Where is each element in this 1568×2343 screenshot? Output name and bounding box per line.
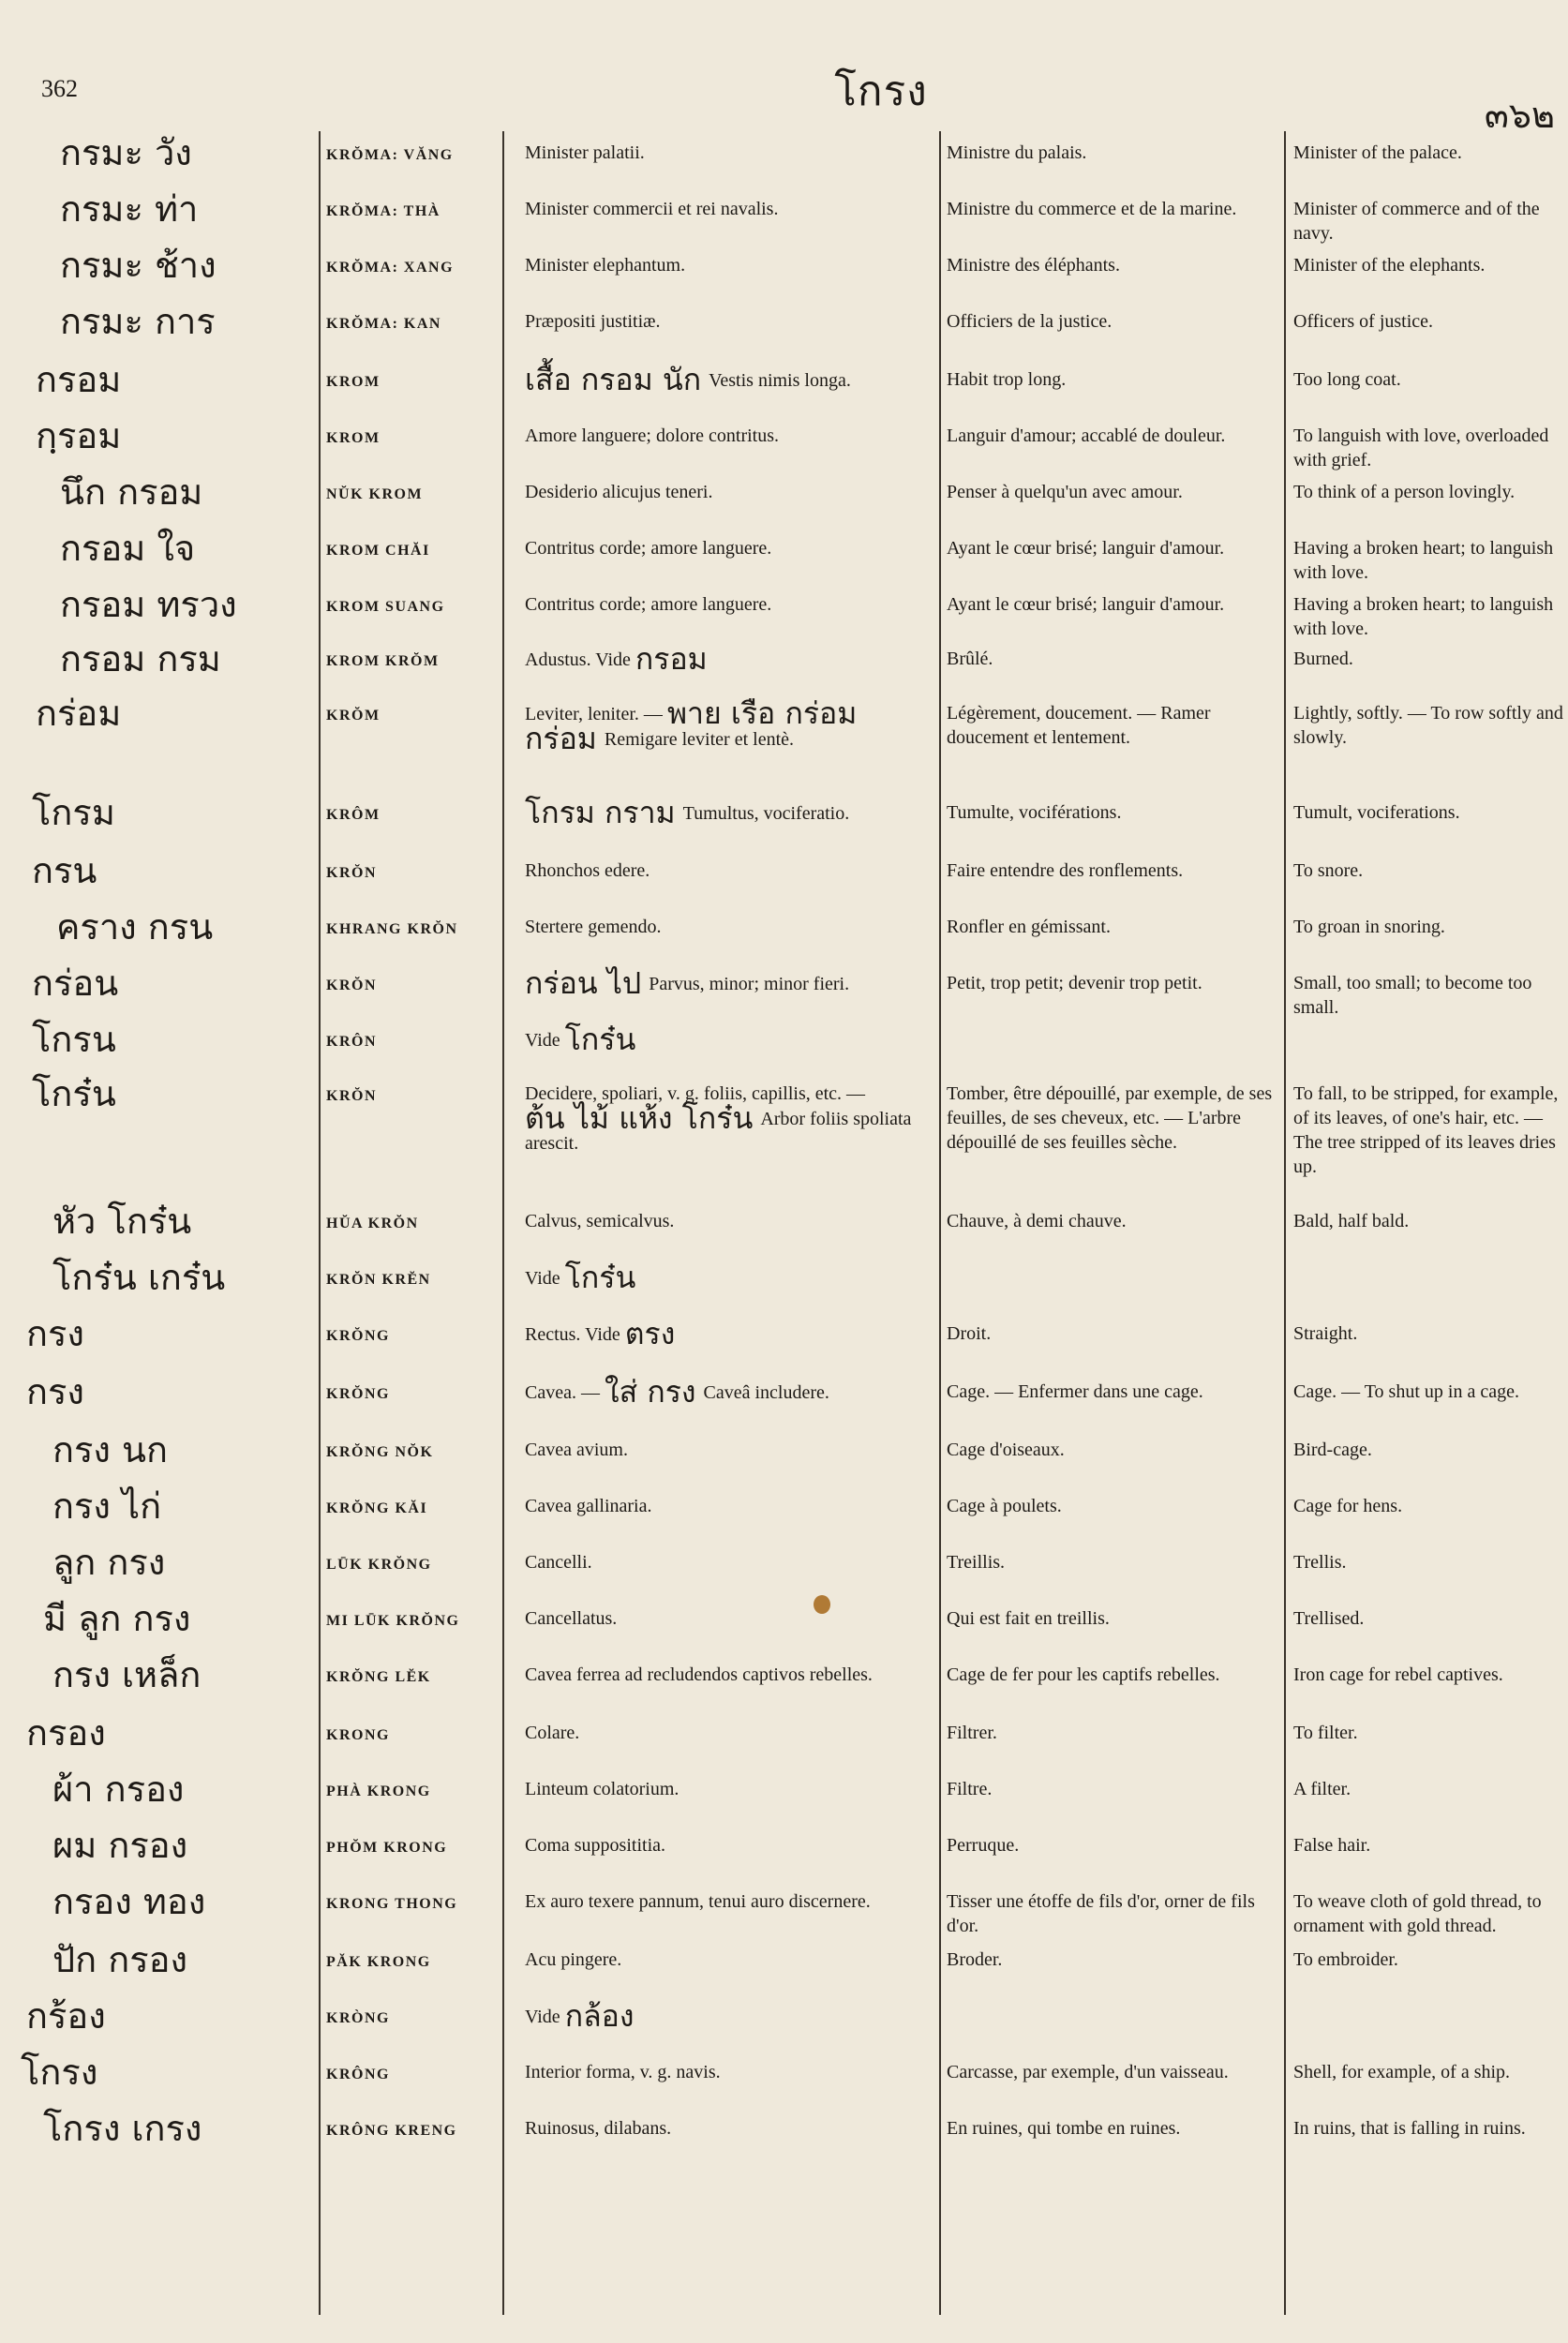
romanization: KRÔNG KRENG <box>326 2123 457 2139</box>
thai-headword: กฺรอม <box>36 415 122 456</box>
latin-definition <box>525 1721 937 1745</box>
latin-definition <box>525 309 937 334</box>
latin-definition <box>525 1663 937 1687</box>
thai-headword: ผ้า กรอง <box>52 1768 185 1810</box>
latin-text: Cavea avium. <box>525 1440 628 1460</box>
french-definition: Broder. <box>947 1949 1003 1970</box>
thai-headword: กรง นก <box>52 1429 169 1470</box>
thai-headword: กรอง ทอง <box>52 1881 206 1922</box>
latin-text: Ruinosus, dilabans. <box>525 2118 672 2139</box>
english-definition: Having a broken heart; to languish with love. <box>1293 538 1554 583</box>
english-definition: To snore. <box>1293 860 1364 881</box>
english-definition: Lightly, softly. — To row softly and slowly. <box>1293 703 1563 748</box>
latin-text: Interior forma, v. g. navis. <box>525 2062 721 2082</box>
french-definition: Filtrer. <box>947 1723 997 1743</box>
french-definition: Cage. — Enfermer dans une cage. <box>947 1381 1203 1402</box>
english-definition: A filter. <box>1293 1779 1351 1799</box>
latin-text: Colare. <box>525 1723 580 1743</box>
french-definition: Officiers de la justice. <box>947 311 1113 332</box>
latin-text: Leviter, leniter. — <box>525 704 663 724</box>
latin-text-second: Remigare leviter et lentè. <box>604 729 795 750</box>
romanization: KRŎN <box>326 865 377 881</box>
english-definition: Cage for hens. <box>1293 1496 1403 1516</box>
latin-text: Adustus. Vide <box>525 649 631 670</box>
english-definition: Trellis. <box>1293 1552 1347 1573</box>
romanization: PHÀ KRONG <box>326 1783 431 1799</box>
french-definition: Treillis. <box>947 1552 1006 1573</box>
thai-headword: โกรม <box>32 792 115 833</box>
french-definition: Ayant le cœur brisé; languir d'amour. <box>947 538 1225 559</box>
thai-headword: ปัก กรอง <box>52 1939 188 1980</box>
romanization: NŬK KROM <box>326 486 424 502</box>
thai-headword: กรอม ทรวง <box>60 584 237 625</box>
french-definition: Brûlé. <box>947 649 993 669</box>
latin-text: Cavea gallinaria. <box>525 1496 652 1516</box>
latin-text: Minister commercii et rei navalis. <box>525 199 779 219</box>
latin-definition <box>525 1022 937 1057</box>
english-definition: Iron cage for rebel captives. <box>1293 1664 1503 1685</box>
thai-headword: กรมะ ท่า <box>60 188 199 230</box>
latin-text: Vestis nimis longa. <box>709 370 851 391</box>
french-definition: Tisser une étoffe de fils d'or, orner de fils d'or. <box>947 1891 1255 1936</box>
latin-definition <box>525 424 937 448</box>
romanization: KROM <box>326 374 381 390</box>
latin-definition <box>525 1948 937 1972</box>
latin-text: Ex auro texere pannum, tenui auro discernere. <box>525 1891 871 1912</box>
french-definition: Ayant le cœur brisé; languir d'amour. <box>947 594 1225 615</box>
french-definition: Cage à poulets. <box>947 1496 1062 1516</box>
thai-headword: โกร๋น เกร๋น <box>52 1257 226 1298</box>
french-definition: Cage de fer pour les captifs rebelles. <box>947 1664 1220 1685</box>
column-rule <box>319 131 321 2315</box>
thai-headword: กรง ไก่ <box>52 1485 162 1527</box>
latin-text: Coma supposititia. <box>525 1835 665 1856</box>
english-definition: Having a broken heart; to languish with love. <box>1293 594 1554 639</box>
latin-definition <box>525 858 937 883</box>
romanization: KRÔNG <box>326 2067 390 2082</box>
romanization: KROM KRŎM <box>326 653 440 669</box>
latin-text: Desiderio alicujus teneri. <box>525 482 713 502</box>
french-definition: Qui est fait en treillis. <box>947 1608 1110 1629</box>
latin-definition <box>525 1374 937 1410</box>
english-definition: Trellised. <box>1293 1608 1365 1629</box>
french-definition: Filtre. <box>947 1779 993 1799</box>
romanization: KRÔN <box>326 1034 377 1050</box>
english-definition: To languish with love, overloaded with grief. <box>1293 425 1549 470</box>
english-definition: To weave cloth of gold thread, to ornament with gold thread. <box>1293 1891 1542 1936</box>
thai-headword: กร่อม <box>36 693 122 734</box>
english-definition: Minister of the elephants. <box>1293 255 1486 276</box>
latin-text: Rhonchos edere. <box>525 860 650 881</box>
latin-text: Vide <box>525 1268 560 1289</box>
romanization: KRŎNG KĂI <box>326 1500 428 1516</box>
latin-thai-reference: พาย เรือ กร่อม <box>666 695 858 731</box>
romanization: KRONG <box>326 1727 390 1743</box>
latin-text: Parvus, minor; minor fieri. <box>649 974 850 994</box>
latin-definition <box>525 1316 937 1351</box>
english-definition: Officers of justice. <box>1293 311 1434 332</box>
romanization: KRŎNG LĔK <box>326 1669 431 1685</box>
thai-headword: นึก กรอม <box>60 471 203 513</box>
english-definition: In ruins, that is falling in ruins. <box>1293 2118 1526 2139</box>
running-head: โกรง <box>834 67 928 115</box>
thai-headword: กรมะ วัง <box>60 132 192 173</box>
thai-headword: โกร๋น <box>32 1073 116 1114</box>
latin-definition <box>525 1438 937 1462</box>
thai-headword: กรอม ใจ <box>60 528 196 569</box>
english-definition: Bald, half bald. <box>1293 1211 1410 1231</box>
column-rule <box>502 131 504 2315</box>
thai-headword: กรง เหล็ก <box>52 1654 202 1695</box>
english-definition: Tumult, vociferations. <box>1293 802 1460 823</box>
romanization: KRŎMA: KAN <box>326 316 441 332</box>
latin-definition <box>525 641 937 677</box>
latin-definition <box>525 197 937 221</box>
latin-definition <box>525 1606 937 1631</box>
latin-definition <box>525 1833 937 1858</box>
latin-definition <box>525 1082 937 1156</box>
romanization: KROM SUANG <box>326 599 445 615</box>
thai-headword: กรน <box>32 850 97 891</box>
latin-text: Decidere, spoliari, v. g. foliis, capillis, etc. — <box>525 1083 866 1104</box>
thai-headword: กรง <box>26 1371 84 1412</box>
english-definition: To groan in snoring. <box>1293 917 1445 937</box>
romanization: KHRANG KRŎN <box>326 921 458 937</box>
english-definition: To filter. <box>1293 1723 1358 1743</box>
thai-headword: โกรง <box>21 2052 98 2093</box>
thai-headword: กรอง <box>26 1712 106 1754</box>
english-definition: Minister of the palace. <box>1293 142 1462 163</box>
thai-headword: มี ลูก กรง <box>43 1598 191 1639</box>
latin-thai-reference: กล้อง <box>564 1998 635 2034</box>
romanization: KRŎNG <box>326 1328 390 1344</box>
english-definition: Straight. <box>1293 1323 1358 1344</box>
latin-definition <box>525 695 937 756</box>
latin-text: Vide <box>525 2007 560 2027</box>
latin-definition <box>525 592 937 617</box>
french-definition: Cage d'oiseaux. <box>947 1440 1065 1460</box>
latin-text: Tumultus, vociferatio. <box>682 803 850 824</box>
latin-thai-reference: โกร๋น <box>564 1260 636 1295</box>
latin-definition <box>525 1209 937 1233</box>
romanization: LŪK KRŎNG <box>326 1557 432 1573</box>
french-definition: Ronfler en gémissant. <box>947 917 1111 937</box>
french-definition: Faire entendre des ronflements. <box>947 860 1184 881</box>
english-definition: To think of a person lovingly. <box>1293 482 1516 502</box>
french-definition: Ministre du palais. <box>947 142 1087 163</box>
thai-headword: กรง <box>26 1313 84 1354</box>
french-definition: Tumulte, vociférations. <box>947 802 1122 823</box>
romanization: KRŎNG NŎK <box>326 1444 434 1460</box>
latin-text: Vide <box>525 1030 560 1051</box>
column-rule <box>939 131 941 2315</box>
thai-headword: กร้อง <box>26 1995 106 2037</box>
thai-headword: กรมะ ช้าง <box>60 245 217 286</box>
thai-headword: กรอม <box>36 359 122 400</box>
romanization: MI LŪK KRŎNG <box>326 1613 460 1629</box>
romanization: PHŎM KRONG <box>326 1840 448 1856</box>
romanization: KRÔM <box>326 807 381 823</box>
romanization: KRŎM <box>326 708 381 724</box>
paper-stain <box>814 1595 830 1614</box>
thai-headword: กร่อน <box>32 963 119 1004</box>
latin-text: Minister elephantum. <box>525 255 686 276</box>
latin-text: Stertere gemendo. <box>525 917 662 937</box>
thai-headword: กรอม กรม <box>60 638 221 679</box>
english-definition: Small, too small; to become too small. <box>1293 973 1532 1018</box>
latin-definition <box>525 915 937 939</box>
latin-text: Contritus corde; amore languere. <box>525 594 772 615</box>
english-definition: Too long coat. <box>1293 369 1401 390</box>
latin-text-second: Arbor foliis spoliata arescit. <box>525 1109 912 1154</box>
english-definition: Shell, for example, of a ship. <box>1293 2062 1511 2082</box>
latin-definition <box>525 1777 937 1801</box>
french-definition: Tomber, être dépouillé, par exemple, de ses feuilles, de ses cheveux, etc. — L'arbre dépouillé de ses feuilles sèche. <box>947 1083 1273 1153</box>
latin-thai-reference: กรอม <box>635 641 708 677</box>
latin-definition <box>525 2116 937 2141</box>
latin-thai-reference: ตรง <box>624 1316 676 1351</box>
latin-definition <box>525 536 937 560</box>
thai-page-number: ๓๖๒ <box>1484 95 1555 136</box>
english-definition: Minister of commerce and of the navy. <box>1293 199 1540 244</box>
romanization: KRŎN <box>326 977 377 993</box>
english-definition: False hair. <box>1293 1835 1371 1856</box>
latin-text: Præpositi justitiæ. <box>525 311 661 332</box>
latin-text: Contritus corde; amore languere. <box>525 538 772 559</box>
latin-definition <box>525 1260 937 1295</box>
latin-text: Cavea. — <box>525 1382 600 1403</box>
english-definition: To embroider. <box>1293 1949 1398 1970</box>
romanization: KRŎMA: VĂNG <box>326 147 454 163</box>
romanization: KRONG THONG <box>326 1896 458 1912</box>
english-definition: Cage. — To shut up in a cage. <box>1293 1381 1519 1402</box>
thai-headword: คราง กรน <box>56 906 214 948</box>
latin-thai-example: ต้น ไม้ แห้ง โกร๋น <box>525 1100 754 1136</box>
thai-headword: โกรง เกรง <box>43 2108 202 2149</box>
french-definition: Perruque. <box>947 1835 1020 1856</box>
french-definition: Petit, trop petit; devenir trop petit. <box>947 973 1202 993</box>
french-definition: Légèrement, doucement. — Ramer doucement et lentement. <box>947 703 1211 748</box>
romanization: PĂK KRONG <box>326 1954 431 1970</box>
romanization: KROM CHĂI <box>326 543 430 559</box>
french-definition: En ruines, qui tombe en ruines. <box>947 2118 1181 2139</box>
romanization: KRŎNG <box>326 1386 390 1402</box>
latin-definition <box>525 480 937 504</box>
latin-text: Minister palatii. <box>525 142 645 163</box>
english-definition: Bird-cage. <box>1293 1440 1372 1460</box>
latin-text: Cancelli. <box>525 1552 592 1573</box>
english-definition: To fall, to be stripped, for example, of its leaves, of one's hair, etc. — The tree stripped of its leaves dries up. <box>1293 1083 1559 1177</box>
page-number: 362 <box>41 75 78 102</box>
romanization: KRÒNG <box>326 2010 390 2026</box>
latin-definition <box>525 1998 937 2034</box>
latin-thai-example: กร่อม <box>525 721 597 756</box>
thai-headword: ผม กรอง <box>52 1825 188 1866</box>
column-rule <box>1284 131 1286 2315</box>
latin-definition <box>525 362 937 397</box>
latin-text: Amore languere; dolore contritus. <box>525 425 780 446</box>
latin-text-tail: Caveâ includere. <box>703 1382 829 1403</box>
romanization: KRŎMA: XANG <box>326 260 455 276</box>
latin-text: Cancellatus. <box>525 1608 618 1629</box>
latin-definition <box>525 1889 937 1914</box>
latin-definition <box>525 1550 937 1574</box>
latin-definition <box>525 141 937 165</box>
romanization: KRŎMA: THÀ <box>326 203 441 219</box>
latin-text: Cavea ferrea ad recludendos captivos rebelles. <box>525 1664 873 1685</box>
latin-definition <box>525 2060 937 2084</box>
latin-text: Rectus. Vide <box>525 1324 620 1345</box>
latin-thai-reference: โกร๋น <box>564 1022 636 1057</box>
latin-thai-example: เสื้อ กรอม นัก <box>525 362 702 397</box>
french-definition: Languir d'amour; accablé de douleur. <box>947 425 1226 446</box>
thai-headword: ลูก กรง <box>52 1542 166 1583</box>
romanization: HŬA KRŎN <box>326 1216 419 1231</box>
latin-text: Linteum colatorium. <box>525 1779 679 1799</box>
latin-definition <box>525 253 937 277</box>
latin-definition <box>525 1494 937 1518</box>
french-definition: Carcasse, par exemple, d'un vaisseau. <box>947 2062 1229 2082</box>
romanization: KROM <box>326 430 381 446</box>
french-definition: Droit. <box>947 1323 992 1344</box>
romanization: KRŎN KRĔN <box>326 1272 431 1288</box>
french-definition: Chauve, à demi chauve. <box>947 1211 1127 1231</box>
latin-text: Calvus, semicalvus. <box>525 1211 675 1231</box>
french-definition: Penser à quelqu'un avec amour. <box>947 482 1183 502</box>
thai-headword: กรมะ การ <box>60 301 216 342</box>
french-definition: Habit trop long. <box>947 369 1067 390</box>
latin-thai-example: กร่อน ไป <box>525 965 642 1001</box>
french-definition: Ministre des éléphants. <box>947 255 1120 276</box>
latin-thai-reference: ใส่ กรง <box>604 1374 696 1410</box>
thai-headword: หัว โกร๋น <box>52 1201 192 1242</box>
thai-headword: โกรน <box>32 1019 116 1060</box>
english-definition: Burned. <box>1293 649 1353 669</box>
latin-definition <box>525 965 937 1001</box>
latin-text: Acu pingere. <box>525 1949 622 1970</box>
romanization: KRŎN <box>326 1088 377 1104</box>
latin-definition <box>525 795 937 830</box>
latin-thai-example: โกรม กราม <box>525 795 676 830</box>
french-definition: Ministre du commerce et de la marine. <box>947 199 1237 219</box>
